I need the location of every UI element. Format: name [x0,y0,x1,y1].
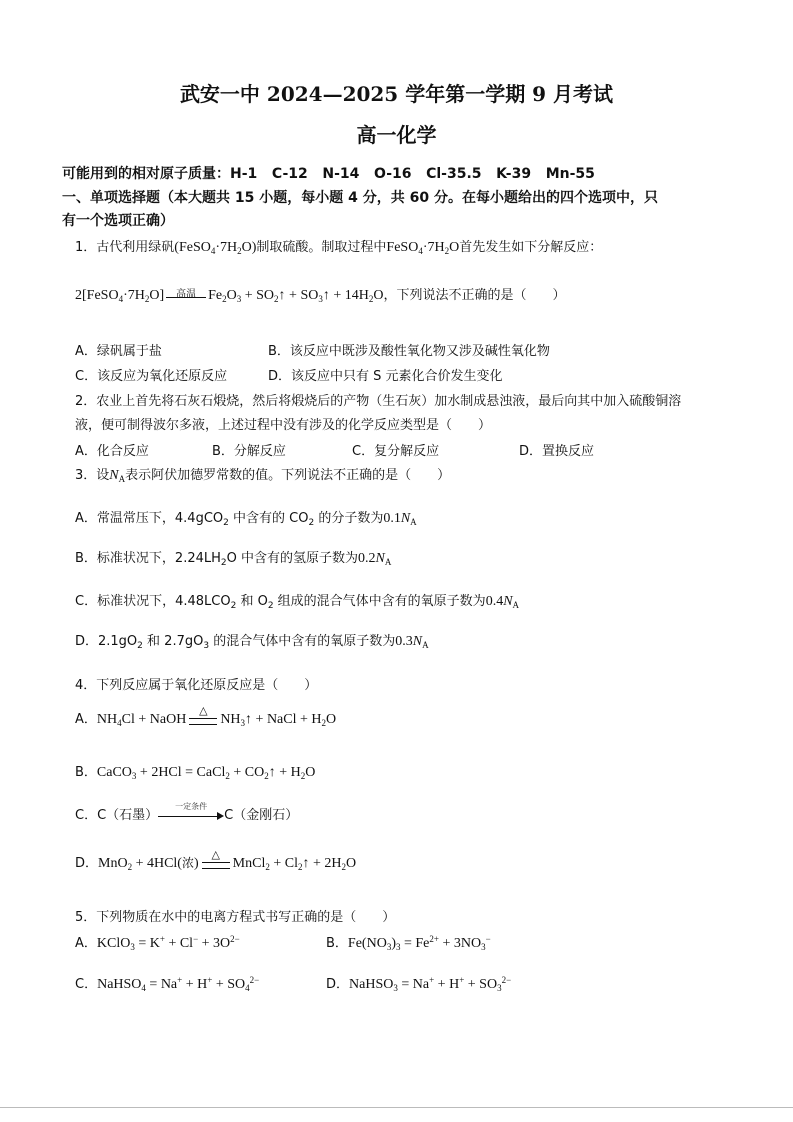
q1-option-a[interactable]: A．绿矾属于盐 [75,344,162,359]
q4-a-label: A． [75,712,97,727]
q5-a-equation: KClO$_3$ = $K^+ + Cl^- + 3O^{2-}$ [96,934,240,952]
q2-option-d[interactable]: D．置换反应 [519,444,595,459]
atomic-masses-values: H-1 C-12 N-14 O-16 Cl-35.5 K-39 Mn-55 [230,166,595,182]
subject-title: 高一化学 [356,123,437,147]
q3-a-text2: 中含有的 CO [228,511,309,526]
q5-a-label: A． [75,936,97,951]
q3-stem-part2: 表示阿伏加德罗常数的值。下列说法不正确的是（ ） [125,468,451,483]
q5-c-label: C． [75,977,98,992]
q3-option-b[interactable]: B．标准状况下，$2.24LH_2O$ 中含有的氢原子数为$0.2N_A$ [75,551,392,568]
q3-d-value: $0.3N_A$ [395,634,429,650]
q1-option-b[interactable]: B．该反应中既涉及酸性氧化物又涉及碱性氧化物 [268,344,550,359]
q4-option-a[interactable] [75,704,337,728]
q4-a-reactants: $NH_4Cl$ + NaOH [96,712,187,728]
q2-option-a[interactable]: A．化合反应 [75,444,149,459]
q1-formula-feso4: $FeSO_4\cdot 7H_2O$ [386,240,460,256]
q3-stem [75,464,450,484]
q1-products: $Fe_2O_3$ + $SO_2↑$ + $SO_3↑ + 14H_2O$ [208,288,384,304]
q5-c-equation: NaHSO$_4$ = $Na^+ + H^+ + SO_4^{2-}$ [97,975,260,993]
q1-stem [75,236,602,256]
q3-a-text1: A．常温常压下，4.4gCO [75,511,224,526]
q2-stem-line1: 2．农业上首先将石灰石煅烧，然后将煅烧后的产物（生石灰）加水制成悬浊液，最后向其中加入硫酸铜溶 [75,394,682,409]
atomic-masses [62,163,595,183]
q3-option-a[interactable]: A．常温常压下，4.4gCO$_2$ 中含有的 $CO_2$ 的分子数为$0.1N_A$ [75,511,417,528]
q5-b-label: B． [326,936,348,951]
q4-stem: 4．下列反应属于氧化还原反应是（ ） [75,678,318,693]
q1-question: ，下列说法不正确的是（ ） [383,288,566,303]
q4-d-label: D． [75,856,99,871]
q4-d-heat-sign: △ [199,862,233,872]
q3-c-value: $0.4N_A$ [485,594,520,610]
q3-c-text2: 和 O [236,594,268,609]
q4-d-reactants: MnO$_2$ + 4HCl(浓) [98,856,199,872]
q5-b-equation: $Fe(NO_3)_3 = Fe^{2+} + 3NO_3^-$ [347,934,491,952]
q2-option-c[interactable]: C．复分解反应 [352,444,440,459]
q3-c-text3: 组成的混合气体中含有的氧原子数为 [273,594,486,609]
q3-na-symbol: $N_A$ [109,468,126,484]
section-heading-line2: 有一个选项正确） [62,213,174,229]
q5-option-b[interactable] [326,932,491,952]
q3-d-text2: 和 2.7gO [142,634,204,649]
q4-d-products: MnCl$_2$ + $Cl_2↑ + 2H_2O$ [232,856,357,872]
q3-b-text2: O 中含有的氢原子数为 [226,551,358,566]
q5-option-d[interactable] [326,973,511,993]
q5-option-c[interactable] [75,973,259,993]
q5-d-label: D． [326,977,350,992]
q4-b-label: B． [75,765,97,780]
page-bottom-divider [0,1107,793,1108]
atomic-masses-label: 可能用到的相对原子质量： [62,166,230,182]
q4-c-right: C（金刚石） [224,808,299,823]
q3-b-text1: B．标准状况下，2.24LH [75,551,221,566]
q1-option-d[interactable]: D．该反应中只有 S 元素化合价发生变化 [268,369,503,384]
q4-c-arrow: 一定条件 [158,810,224,822]
q1-stem-part1: 1．古代利用绿矾 [75,240,175,255]
q4-option-c[interactable] [75,801,299,823]
q1-condition [164,289,208,304]
q4-b-equation: CaCO$_3$ + 2HCl = CaCl$_2$ + $CO_2↑ + H_2O$ [96,765,316,781]
q3-a-value: $0.1N_A$ [383,511,417,527]
exam-title: 武安一中 2024—2025 学年第一学期 9 月考试 [179,82,614,106]
section-heading-line1: 一、单项选择题（本大题共 15 小题，每小题 4 分，共 60 分。在每小题给出的四个选项中，只 [62,190,658,206]
q4-c-left: C．C（石墨） [75,808,159,823]
q4-option-d[interactable] [75,848,357,872]
q3-option-c[interactable]: C．标准状况下，$4.48LCO_2$ 和 $O_2$ 组成的混合气体中含有的氧原子数为$0.4N_A$ [75,594,520,611]
q2-option-b[interactable]: B．分解反应 [212,444,286,459]
q3-a-text3: 的分子数为 [314,511,384,526]
q1-stem-part2: 制取硫酸。制取过程中 [256,240,387,255]
q4-a-heat-sign: △ [186,718,220,728]
q1-reactants: $2[FeSO_4\cdot 7H_2O]$ [75,288,165,304]
q3-d-text1: D．2.1gO [75,634,138,649]
q3-c-text1: C．标准状况下，4.48LCO [75,594,231,609]
q1-equation [75,284,566,304]
q2-stem-line2: 液，便可制得波尔多液，上述过程中没有涉及的化学反应类型是（ ） [75,418,492,433]
q3-option-d[interactable]: D．$2.1gO_2$ 和 $2.7gO_3$ 的混合气体中含有的氧原子数为$0.3N_A$ [75,634,429,651]
q4-option-b[interactable] [75,761,315,781]
q1-condition-text: 高温 [176,289,197,300]
q5-stem: 5．下列物质在水中的电离方程式书写正确的是（ ） [75,910,396,925]
q3-stem-part1: 3．设 [75,468,110,483]
q3-d-text3: 的混合气体中含有的氧原子数为 [209,634,396,649]
q3-b-value: $0.2N_A$ [358,551,392,567]
q4-a-products: $NH_3↑$ + NaCl + $H_2O$ [220,712,337,728]
q1-option-c[interactable]: C．该反应为氧化还原反应 [75,369,228,384]
q1-formula-greenvitriol: $(FeSO_4\cdot 7H_2O)$ [174,240,257,256]
q5-d-equation: NaHSO$_3$ = $Na^+ + H^+ + SO_3^{2-}$ [349,975,512,993]
q4-d-conc: 浓 [181,856,194,870]
q5-option-a[interactable] [75,932,240,952]
q1-stem-part3: 首先发生如下分解反应： [459,240,603,255]
